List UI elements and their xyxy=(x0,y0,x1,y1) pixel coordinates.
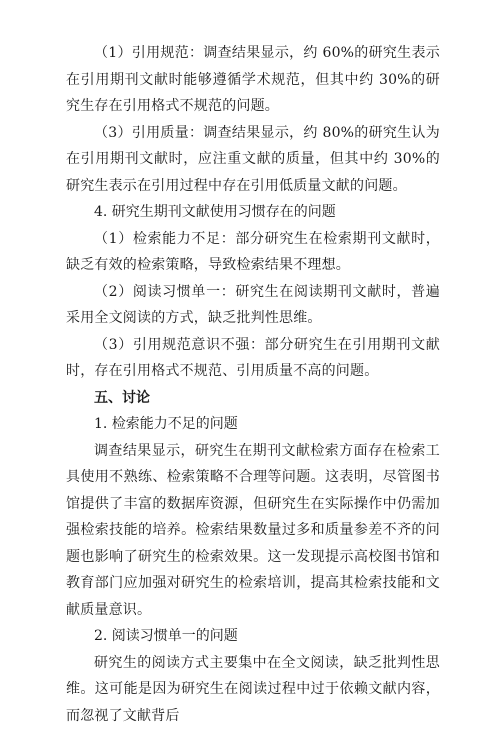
paragraph-citation-quality: （3）引用质量：调查结果显示，约 80%的研究生认为在引用期刊文献时，应注重文献的质量，但其中约 30%的研究生表示在引用过程中存在引用低质量文献的问题。 xyxy=(66,120,440,200)
paragraph-discussion-reading: 研究生的阅读方式主要集中在全文阅读，缺乏批判性思维。这可能是因为研究生在阅读过程中过于依赖文献内容，而忽视了文献背后 xyxy=(66,650,440,729)
paragraph-citation-norms: （1）引用规范：调查结果显示，约 60%的研究生表示在引用期刊文献时能够遵循学术规范，但其中约 30%的研究生存在引用格式不规范的问题。 xyxy=(66,40,440,120)
paragraph-search-ability: （1）检索能力不足：部分研究生在检索期刊文献时，缺乏有效的检索策略，导致检索结果不理想。 xyxy=(66,226,440,279)
document-page xyxy=(66,40,440,729)
chapter-heading-discussion: 五、讨论 xyxy=(66,385,440,412)
subheading-search-ability: 1. 检索能力不足的问题 xyxy=(66,411,440,438)
paragraph-discussion-search: 调查结果显示，研究生在期刊文献检索方面存在检索工具使用不熟练、检索策略不合理等问题。这表明，尽管图书馆提供了丰富的数据库资源，但研究生在实际操作中仍需加强检索技能的培养。检索结果数量过多和质量参差不齐的问题也影响了研究生的检索效果。这一发现提示高校图书馆和教育部门应加强对研究生的检索培训，提高其检索技能和文献质量意识。 xyxy=(66,438,440,624)
section-heading-problems: 4. 研究生期刊文献使用习惯存在的问题 xyxy=(66,199,440,226)
paragraph-reading-habit: （2）阅读习惯单一：研究生在阅读期刊文献时，普遍采用全文阅读的方式，缺乏批判性思维。 xyxy=(66,279,440,332)
subheading-reading-habit: 2. 阅读习惯单一的问题 xyxy=(66,623,440,650)
paragraph-citation-awareness: （3）引用规范意识不强：部分研究生在引用期刊文献时，存在引用格式不规范、引用质量不高的问题。 xyxy=(66,332,440,385)
